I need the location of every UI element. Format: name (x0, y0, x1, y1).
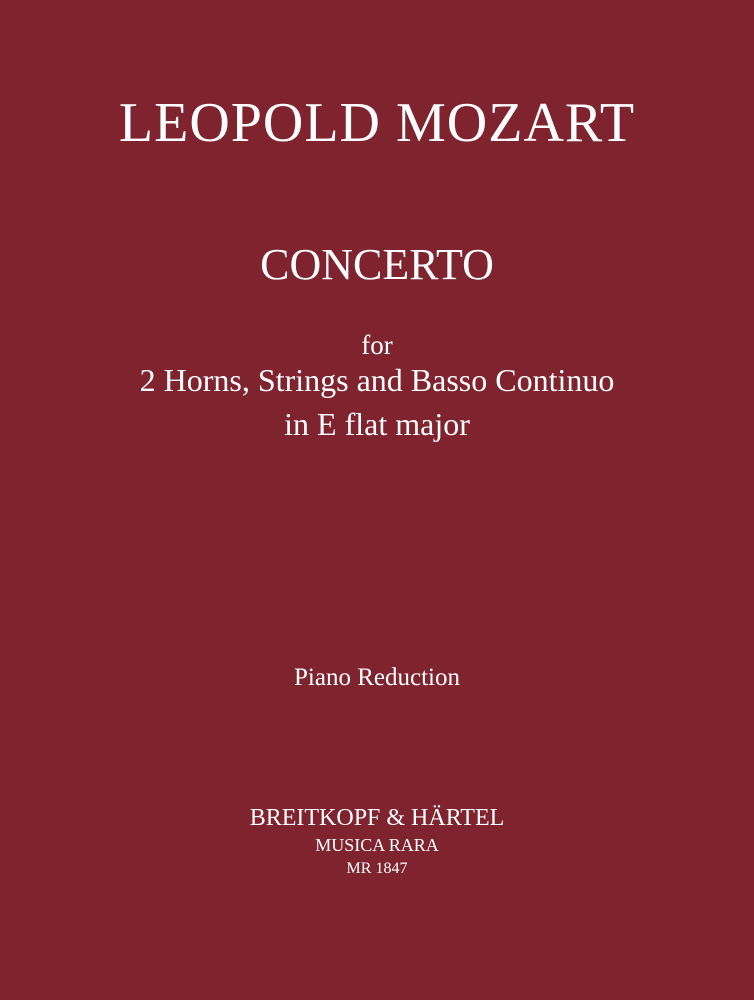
edition-type: Piano Reduction (294, 664, 460, 691)
key-signature: in E flat major (284, 406, 470, 442)
work-title: CONCERTO (260, 240, 494, 289)
publisher-imprint: MUSICA RARA (315, 835, 439, 855)
instrumentation: 2 Horns, Strings and Basso Continuo (139, 362, 615, 398)
publisher-name: BREITKOPF & HÄRTEL (249, 805, 505, 831)
composer-name: LEOPOLD MOZART (118, 92, 636, 154)
for-word: for (361, 330, 393, 360)
catalog-number: MR 1847 (346, 860, 408, 877)
